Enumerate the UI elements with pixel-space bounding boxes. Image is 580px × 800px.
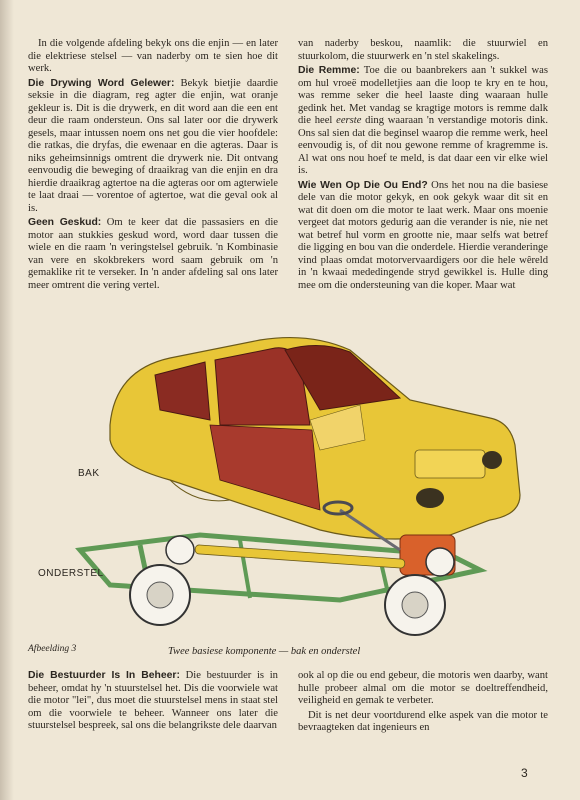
figure-caption: Twee basiese komponente — bak en onderstel bbox=[168, 646, 361, 657]
paragraph-text: Bekyk bietjie daardie seksie in die diagram, reg agter die enjin, wat oranje gekleur is. Dit is die drywerk, en dit word aan die een ent deur die raam ondersteun. Ons sal later oor die drywerk gesels, maar intussen noem ons net gou die vier hoofdele: die ratkas, die dryfas, die ewenaar en die agteras. Daar is niks geheimsinnigs omtrent die drywerk nie. Dit ontvang eenvoudig die beweging of draaikrag van die enjin en dra hierdie draaikrag agtertoe na die agteras oor om agterwiele te laat draai — vorentoe of agtertoe, wat die geval ook al is. bbox=[28, 77, 278, 214]
paragraph-remme bbox=[298, 65, 548, 178]
text-column-top-left bbox=[28, 38, 278, 294]
label-onderstel: ONDERSTEL bbox=[38, 568, 104, 579]
text-column-top-right bbox=[298, 38, 548, 294]
paragraph-continuation bbox=[298, 38, 548, 63]
section-heading-wie-wen: Wie Wen Op Die Ou End? bbox=[298, 179, 428, 191]
paragraph-text: Om te keer dat die passasiers en die motor aan stukkies geskud word, word daar tussen die wiele en die raam 'n veringstelsel gebruik. 'n Kombinasie van vere en skokbrekers word saam gebruik om 'n gemaklike rit te verseker. In 'n ander afdeling sal ons later meer omtrent die vering vertel. bbox=[28, 217, 278, 291]
paragraph-ingenieurs bbox=[298, 710, 548, 735]
car-illustration bbox=[20, 330, 560, 640]
paragraph-text: Dit is net deur voortdurend elke aspek van die motor te bevraagteken dat ingenieurs en bbox=[298, 709, 548, 733]
paragraph-bestuurder bbox=[28, 670, 278, 733]
paragraph-text: In die volgende afdeling bekyk ons die enjin — en later die elektriese stelsel — van naderby om te sien hoe dit werk. bbox=[28, 38, 278, 74]
label-bak: BAK bbox=[78, 468, 100, 479]
emphasis-text: eerste bbox=[336, 115, 362, 126]
paragraph-text: Die bestuurder is in beheer, omdat hy 'n stuurstelsel het. Dis die voorwiele wat die motor "lei", dus moet die stuurstelsel mens in staat stel om die voorwiele te beheer. Wanneer ons later die stuurstelsel bespreek, sal ons die belangrikste dele daarvan bbox=[28, 670, 278, 731]
page-number: 3 bbox=[521, 766, 528, 780]
paragraph-text: Ons het nou na die basiese dele van die motor gekyk, en ook gekyk waar dit sit en wat dit doen om die motor te laat werk. Maar ons moenie vergeet dat motors gedurig aan die verander is nie, nie net wat betref hul vorm en grootte nie, maar selfs wat betref die ligging en bou van die onderdele. Hierdie veranderinge vind plaas omdat motorvervaardigers oor die hele wêreld in 'n kwaai mededingende stryd gewikkel is. Hulle ding mee om die ondersteuning van die koper. Maar wat bbox=[298, 179, 548, 291]
binding-shadow bbox=[0, 0, 14, 800]
paragraph-text: Toe die ou baanbrekers aan 't sukkel was om hul vroeë modelletjies aan die loop te kry en te hou, was remme seker die heel laaste ding waaraan hulle gedink het. Met vandag se kragtige motors is remme dalk die heel bbox=[298, 65, 548, 126]
figure-number: Afbeelding 3 bbox=[28, 644, 77, 654]
paragraph-geskud bbox=[28, 217, 278, 292]
car-body-bak bbox=[110, 338, 520, 539]
text-column-bottom-right bbox=[298, 670, 548, 737]
paragraph-text: van naderby beskou, naamlik: die stuurwiel en stuurkolom, die stuurwerk en 'n stel skakelings. bbox=[298, 38, 548, 62]
paragraph-intro bbox=[28, 38, 278, 76]
paragraph-text: ding waaraan 'n verstandige motoris dink. Ons sal sien dat die beginsel waarop die remme werk, heel eenvoudig is, of dit nou gewone remme of kragremme is. Al wat ons nou hoef te meld, is dat daar een vir elke wiel is. bbox=[298, 115, 548, 176]
paragraph-drywing bbox=[28, 78, 278, 216]
paragraph-text: ook al op die ou end gebeur, die motoris wen daarby, want hulle probeer almal om die motor se doeltreffendheid, veiligheid en gemak te verbeter. bbox=[298, 670, 548, 706]
section-heading-geskud: Geen Geskud: bbox=[28, 217, 102, 228]
section-heading-drywing: Die Drywing Word Gelewer: bbox=[28, 77, 175, 89]
paragraph-wie-wen bbox=[298, 180, 548, 293]
section-heading-remme: Die Remme: bbox=[298, 65, 360, 76]
paragraph-continuation bbox=[298, 670, 548, 708]
text-column-bottom-left bbox=[28, 670, 278, 735]
section-heading-bestuurder: Die Bestuurder Is In Beheer: bbox=[28, 670, 180, 681]
